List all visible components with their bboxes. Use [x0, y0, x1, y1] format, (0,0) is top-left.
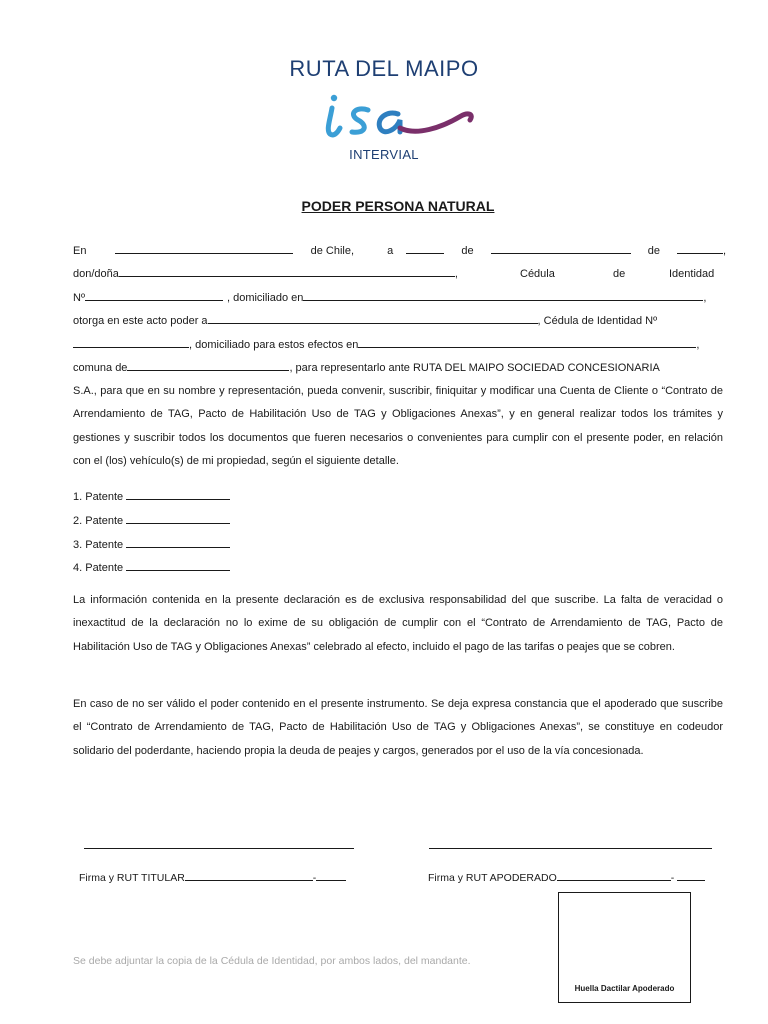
signature-label-titular: Firma y RUT TITULAR - [79, 868, 346, 884]
field-rut-titular[interactable] [85, 288, 223, 301]
line-rut-domicilio: Nº , domiciliado en , [73, 287, 706, 310]
field-patente-3[interactable] [126, 535, 230, 548]
list-item: 2. Patente [73, 510, 230, 534]
field-patente-1[interactable] [126, 487, 230, 500]
field-dv-titular[interactable] [316, 868, 346, 881]
thumbprint-label: Huella Dactilar Apoderado [574, 984, 675, 993]
field-dv-apoderado[interactable] [677, 868, 705, 881]
paragraph-codeudor: En caso de no ser válido el poder contenido en el presente instrumento. Se deja expresa constancia que el apoderado que suscribe el “Contrato de Arrendamiento de TAG, Pacto de Habilitación Uso de TAG y Obligaciones Anexas”, se constituye en codeudor solidario del poderdante, haciendo propia la deuda de peajes y cargos, generados por el uso de la vía concesionada. [73, 698, 723, 757]
thumbprint-box[interactable] [558, 892, 691, 1003]
list-item: 4. Patente [73, 557, 230, 581]
field-dia[interactable] [406, 241, 444, 254]
paragraph-mandate: S.A., para que en su nombre y representación, pueda convenir, suscribir, finiquitar y modificar una Cuenta de Cliente o “Contrato de Arrendamiento de TAG, Pacto de Habilitación Uso de TAG y Obligaciones Anexas”, y en general realizar todos los trámites y gestiones y suscribir todos los documentos que fueren necesarios o convenientes para cumplir con el presente poder, en relación con el (los) vehículo(s) de mi propiedad, según el siguiente detalle. [73, 385, 723, 468]
field-rut-apoderado[interactable] [73, 335, 189, 348]
list-item: 1. Patente [73, 486, 230, 510]
list-item: 3. Patente [73, 534, 230, 558]
line-otorga: otorga en este acto poder a , Cédula de Identidad Nº [73, 310, 657, 333]
patentes-list [73, 486, 230, 581]
brand-name: RUTA DEL MAIPO [289, 56, 479, 81]
field-domicilio-titular[interactable] [303, 288, 703, 301]
line-rut-apoderado: , domiciliado para estos efectos en , [73, 334, 699, 357]
field-patente-2[interactable] [126, 511, 230, 524]
field-lugar[interactable] [115, 241, 293, 254]
isa-logo [316, 92, 476, 142]
line-comuna: comuna de , para representarlo ante RUTA DEL MAIPO SOCIEDAD CONCESIONARIA [73, 357, 660, 380]
field-patente-4[interactable] [126, 558, 230, 571]
field-mes[interactable] [491, 241, 631, 254]
field-rut-firma-apoderado[interactable] [557, 868, 671, 881]
field-nombre-titular[interactable] [119, 264, 455, 277]
attachment-note: Se debe adjuntar la copia de la Cédula de Identidad, por ambos lados, del mandante. [73, 955, 471, 967]
document-title: PODER PERSONA NATURAL [301, 198, 495, 214]
label-identidad: Identidad [669, 268, 715, 280]
field-domicilio-apoderado[interactable] [358, 335, 696, 348]
label-cedula: Cédula [520, 268, 555, 280]
field-comuna[interactable] [127, 358, 289, 371]
signature-line-titular[interactable] [84, 848, 354, 849]
field-nombre-apoderado[interactable] [208, 311, 538, 324]
signature-label-apoderado: Firma y RUT APODERADO - [428, 868, 705, 884]
line-don: don/doña , [73, 263, 458, 286]
label-de: de [613, 268, 626, 280]
field-rut-firma-titular[interactable] [185, 868, 313, 881]
brand-subtitle: INTERVIAL [349, 147, 419, 162]
signature-line-apoderado[interactable] [429, 848, 712, 849]
paragraph-responsibility: La información contenida en la presente declaración es de exclusiva responsabilidad del que suscribe. La falta de veracidad o inexactitud de la declaración no lo exime de su obligación de cumplir con el “Contrato de Arrendamiento de TAG, Pacto de Habilitación Uso de TAG y Obligaciones Anexas” celebrado al efecto, incluido el pago de las tarifas o peajes que se cobren. [73, 594, 723, 653]
field-anio[interactable] [677, 241, 723, 254]
line-en: En de Chile, a de de , [73, 240, 723, 263]
